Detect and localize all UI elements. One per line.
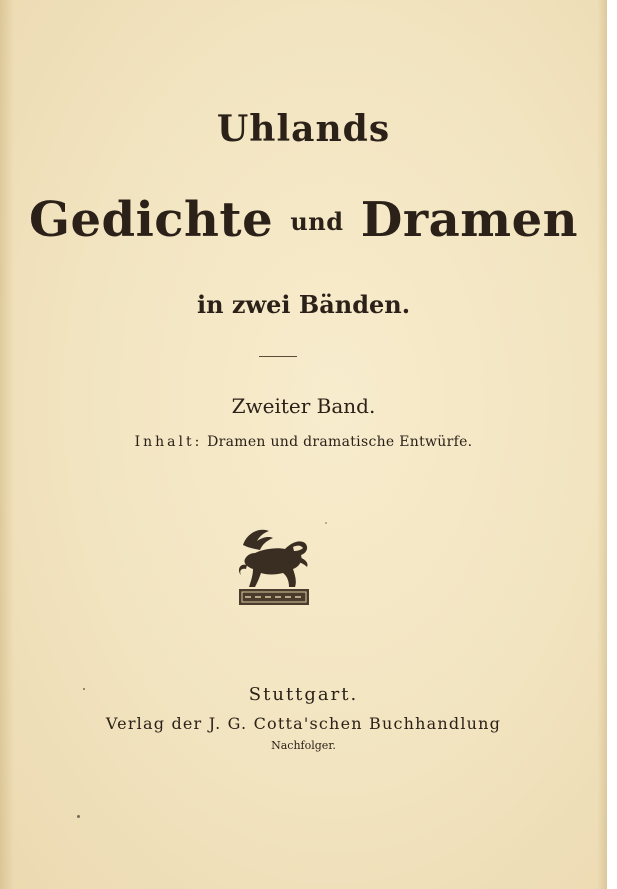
divider-rule xyxy=(259,356,297,357)
author-title: Uhlands xyxy=(216,108,391,150)
paper-speck xyxy=(77,815,80,818)
contents-line xyxy=(0,434,607,450)
contents-text: Dramen und dramatische Entwürfe. xyxy=(207,434,473,450)
volume-label: Zweiter Band. xyxy=(231,394,376,418)
emblem-wing xyxy=(243,530,273,550)
winged-lion-emblem-icon xyxy=(233,523,315,609)
main-title-dramen: Dramen xyxy=(360,192,579,248)
main-title-und: und xyxy=(290,207,344,236)
imprint-place: Stuttgart. xyxy=(248,684,359,705)
imprint-publisher: Verlag der J. G. Cotta'schen Buchhandlung xyxy=(105,714,502,733)
contents-label: Inhalt: xyxy=(134,434,203,450)
emblem-tail xyxy=(239,565,247,575)
paper-speck xyxy=(83,688,85,690)
subtitle: in zwei Bänden. xyxy=(196,290,411,319)
main-title xyxy=(0,192,607,248)
main-title-gedichte: Gedichte xyxy=(28,192,274,248)
paper-speck xyxy=(325,522,327,524)
imprint-successor: Nachfolger. xyxy=(271,739,336,752)
emblem-paw xyxy=(298,557,308,567)
